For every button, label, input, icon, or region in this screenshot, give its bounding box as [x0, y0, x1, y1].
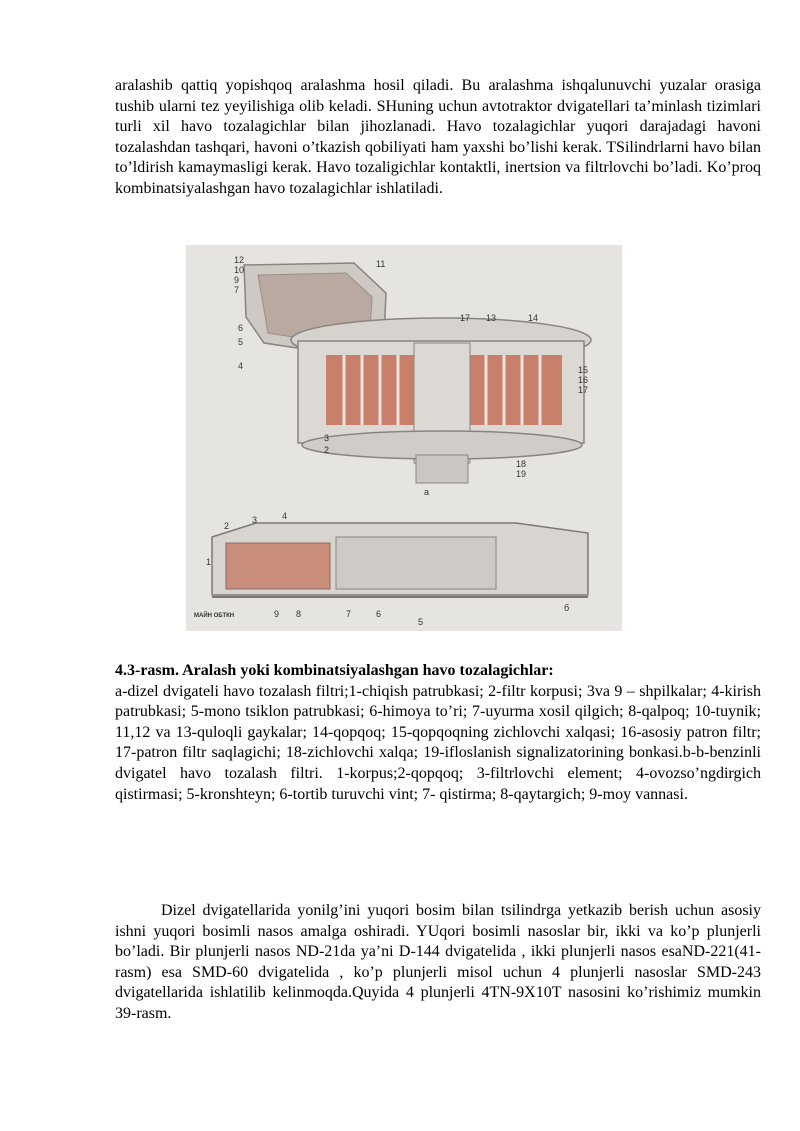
- svg-text:6: 6: [238, 323, 244, 333]
- svg-text:11: 11: [376, 259, 386, 269]
- svg-text:17: 17: [578, 385, 589, 395]
- svg-text:15: 15: [578, 365, 589, 375]
- svg-text:12: 12: [234, 255, 245, 265]
- body-paragraph: Dizel dvigatellarida yonilg’ini yuqori bosim bilan tsilindrga yetkazib berish uchun asosiy ishni yuqori bosimli nasos amalga oshiradi. YUqori bosimli nasoslar bir, ikki va ko’p plunjerli bo’ladi. Bir plunjerli nasos ND-21da ya’ni D-144 dvigatelida , ikki plunjerli nasos esaND-221(41-rasm) esa SMD-60 dvigatelida , ko’p plunjerli misol uchun 4 plunjerli nasoslar SMD-243 dvigatellarida ishlatilib kelinmoqda.Quyida 4 plunjerli 4TN-9X10T nasosini ko’rishimiz mumkin 39-rasm.: [115, 902, 761, 1022]
- air-cleaner-figure: [186, 245, 622, 631]
- svg-text:9: 9: [234, 275, 240, 285]
- figure-caption: [115, 661, 761, 805]
- svg-text:9: 9: [274, 609, 280, 619]
- svg-text:2: 2: [224, 521, 230, 531]
- figure-stamp: МАЙН ОБТКН: [194, 613, 235, 619]
- svg-text:7: 7: [234, 285, 240, 295]
- svg-text:6: 6: [376, 609, 382, 619]
- svg-text:10: 10: [234, 265, 245, 275]
- caption-body: a-dizel dvigateli havo tozalash filtri;1-chiqish patrubkasi; 2-filtr korpusi; 3va 9 – shpilkalar; 4-kirish patrubkasi; 5-mono tsiklon patrubkasi; 6-himoya to’ri; 7-uyurma xosil qilgich; 8-qalpoq; 10-tuynik; 11,12 va 13-quloqli gaykalar; 14-qopqoq; 15-qopqoqning zichlovchi xalqasi; 16-asosiy patron filtr; 17-patron filtr saqlagichi; 18-zichlovchi xalqa; 19-ifloslanish signalizatorining bonkasi.b-b-benzinli dvigatel havo tozalash filtri. 1-korpus;2-qopqoq; 3-filtrlovchi element; 4-ovozso’ngdirgich qistirmasi; 5-kronshteyn; 6-tortib turuvchi vint; 7- qistirma; 8-qaytargich; 9-moy vannasi.: [115, 682, 761, 803]
- caption-title: 4.3-rasm. Aralash yoki kombinatsiyalashgan havo tozalagichlar:: [115, 662, 554, 679]
- svg-text:18: 18: [516, 459, 527, 469]
- svg-text:7: 7: [346, 609, 352, 619]
- svg-text:13: 13: [486, 313, 497, 323]
- svg-text:3: 3: [252, 515, 258, 525]
- svg-text:8: 8: [296, 609, 302, 619]
- svg-text:4: 4: [282, 511, 288, 521]
- svg-text:2: 2: [324, 445, 330, 455]
- svg-text:14: 14: [528, 313, 539, 323]
- svg-text:3: 3: [324, 433, 330, 443]
- svg-text:5: 5: [418, 617, 424, 627]
- svg-text:17: 17: [460, 313, 471, 323]
- svg-text:1: 1: [206, 557, 212, 567]
- svg-text:4: 4: [238, 361, 244, 371]
- svg-text:a: a: [424, 487, 430, 497]
- intro-paragraph: aralashib qattiq yopishqoq aralashma hosil qiladi. Bu aralashma ishqalunuvchi yuzalar orasiga tushib ularni tez yeyilishiga olib keladi. SHuning uchun avtotraktor dvigatellari ta’minlash tizimlari turli xil havo tozalagichlar bilan jihozlanadi. Havo tozalagichlar yuqori darajadagi havoni tozalashdan tashqari, havoni o’tkazish qobiliyati ham yaxshi bo’lishi kerak. TSilindrlarni havo bilan to’ldirish kamaymasligi kerak. Havo tozaligichlar kontaktli, inertsion va filtrlovchi bo’ladi. Ko’proq kombinatsiyalashgan havo tozalagichlar ishlatiladi.: [115, 77, 761, 197]
- petrol-air-cleaner-drawing: [212, 523, 588, 597]
- svg-text:19: 19: [516, 469, 527, 479]
- svg-text:16: 16: [578, 375, 589, 385]
- svg-text:б: б: [564, 603, 570, 613]
- svg-text:5: 5: [238, 337, 244, 347]
